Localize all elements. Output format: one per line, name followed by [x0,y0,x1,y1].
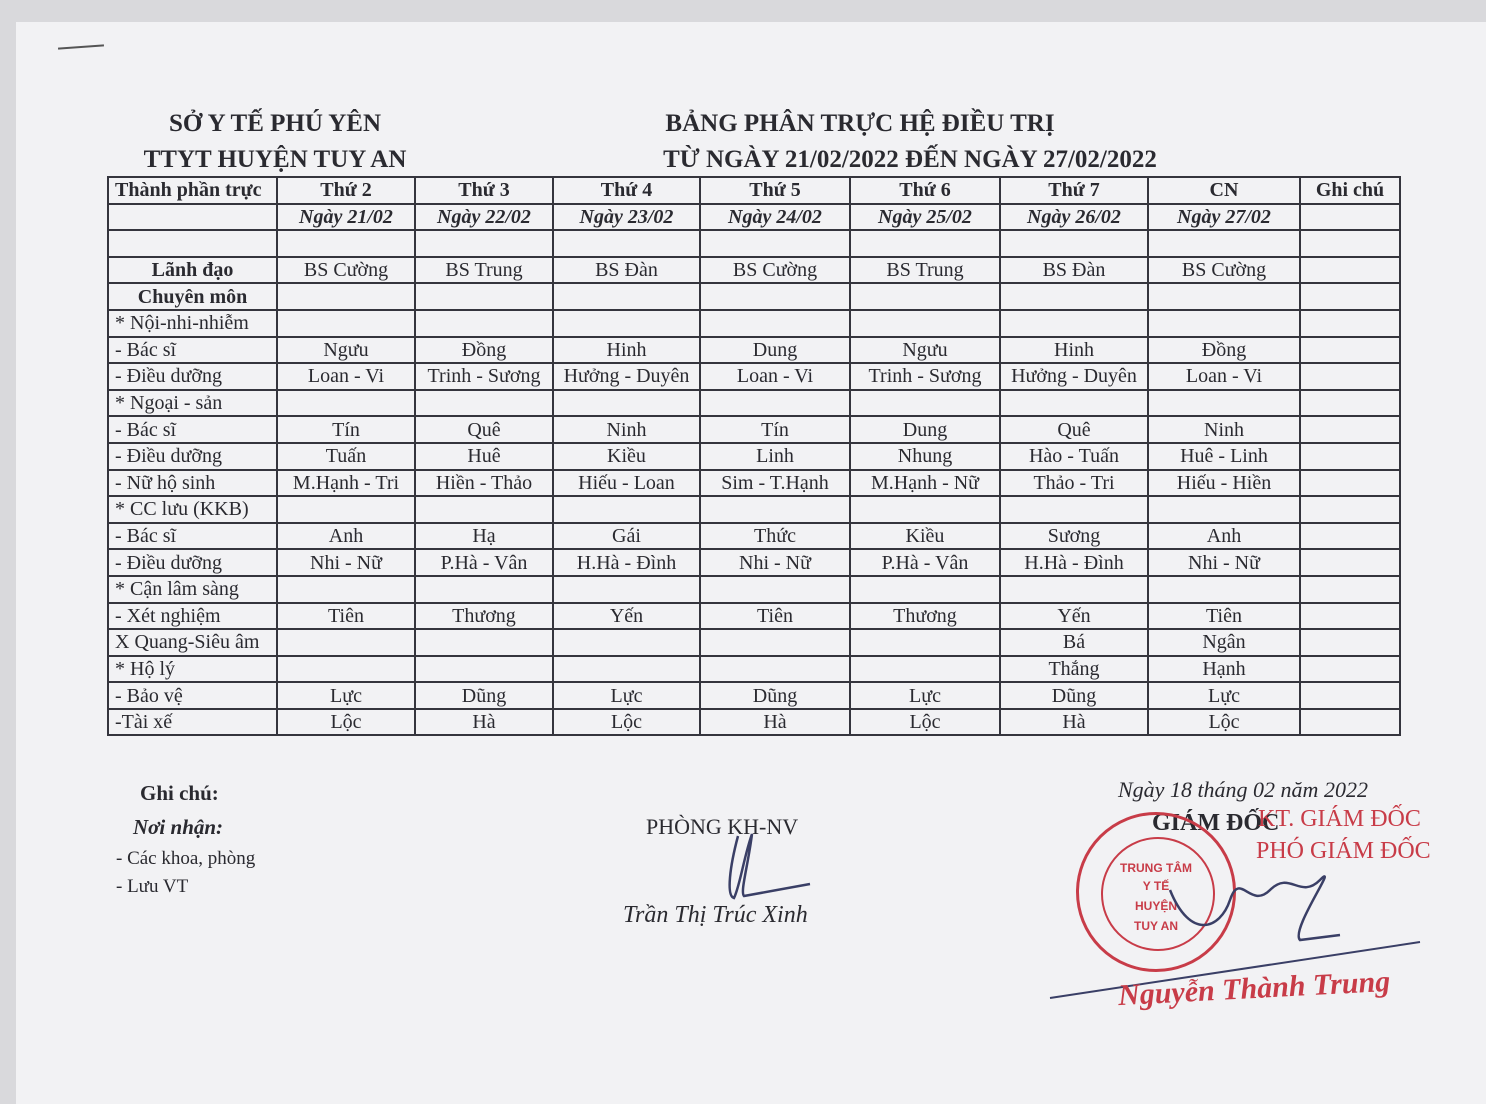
duty-cell [415,629,553,656]
duty-cell: Thức [700,523,850,550]
duty-cell: Huê [415,443,553,470]
duty-cell: Lộc [850,709,1000,736]
org-line2: TTYT HUYỆN TUY AN [143,146,407,173]
duty-cell: Dung [850,416,1000,443]
note-cell [1300,656,1400,683]
duty-cell: Ninh [1148,416,1300,443]
duty-cell: Lực [850,682,1000,709]
duty-cell: Hiếu - Hiền [1148,470,1300,497]
duty-cell: BS Trung [415,257,553,284]
duty-cell: P.Hà - Vân [850,549,1000,576]
table-row [108,230,1400,257]
duty-cell: Hưởng - Duyên [1000,363,1148,390]
duty-cell: Tín [700,416,850,443]
role-label: - Điều dưỡng [108,443,277,470]
table-row [108,283,1400,310]
duty-cell [850,283,1000,310]
recipient-item: - Lưu VT [116,876,189,897]
duty-cell: Hinh [553,337,700,364]
duty-cell: Hà [700,709,850,736]
note-cell [1300,310,1400,337]
note-cell [1300,443,1400,470]
duty-cell [850,310,1000,337]
duty-cell: Ninh [553,416,700,443]
duty-cell: Thảo - Tri [1000,470,1148,497]
duty-cell: Hạnh [1148,656,1300,683]
duty-cell: Hạ [415,523,553,550]
date-header: Ngày 21/02 [277,204,415,231]
note-cell [1300,390,1400,417]
duty-cell: Gái [553,523,700,550]
duty-cell [1148,230,1300,257]
dept-signature [700,826,830,906]
duty-cell [850,496,1000,523]
table-row [108,390,1400,417]
duty-cell [553,390,700,417]
duty-cell: Hào - Tuấn [1000,443,1148,470]
duty-cell [1000,576,1148,603]
note-cell [1300,470,1400,497]
duty-cell [553,496,700,523]
duty-cell: Kiều [850,523,1000,550]
duty-cell [277,629,415,656]
duty-cell [277,310,415,337]
table-row [108,682,1400,709]
duty-cell: Hà [1000,709,1148,736]
table-row [108,496,1400,523]
doc-title: BẢNG PHÂN TRỰC HỆ ĐIỀU TRỊ [665,110,1055,137]
duty-cell [700,230,850,257]
duty-cell [553,629,700,656]
duty-cell: Kiều [553,443,700,470]
table-row [108,363,1400,390]
note-cell [1300,523,1400,550]
date-header-row [108,204,1400,231]
day-header: Thứ 6 [850,177,1000,204]
role-label: Lãnh đạo [108,257,277,284]
duty-cell: Huê - Linh [1148,443,1300,470]
director-name: Nguyễn Thành Trung [1117,964,1391,1013]
date-header: Ngày 26/02 [1000,204,1148,231]
day-header-row [108,177,1400,204]
duty-cell: Anh [1148,523,1300,550]
note-cell [1300,363,1400,390]
duty-cell [553,230,700,257]
duty-cell [1000,496,1148,523]
duty-cell [1000,230,1148,257]
duty-cell: Linh [700,443,850,470]
duty-cell: Lộc [553,709,700,736]
duty-cell: Dũng [1000,682,1148,709]
table-row [108,576,1400,603]
table-row [108,416,1400,443]
duty-cell: Yến [1000,603,1148,630]
role-label: - Nữ hộ sinh [108,470,277,497]
duty-cell: M.Hạnh - Nữ [850,470,1000,497]
org-line1: SỞ Y TẾ PHÚ YÊN [168,110,382,137]
duty-cell [277,230,415,257]
role-label: - Bác sĩ [108,416,277,443]
date-header: Ngày 27/02 [1148,204,1300,231]
duty-cell: Loan - Vi [1148,363,1300,390]
duty-cell [277,576,415,603]
duty-cell [700,496,850,523]
duty-cell [1148,390,1300,417]
duty-cell: BS Đàn [1000,257,1148,284]
duty-cell [415,230,553,257]
duty-cell: Lộc [277,709,415,736]
table-row [108,443,1400,470]
duty-cell: Dũng [415,682,553,709]
date-header: Ngày 25/02 [850,204,1000,231]
table-row [108,709,1400,736]
table-row [108,257,1400,284]
duty-cell: Loan - Vi [700,363,850,390]
duty-cell [1000,283,1148,310]
role-label: - Bảo vệ [108,682,277,709]
duty-cell [415,576,553,603]
duty-cell: Dũng [700,682,850,709]
duty-cell: BS Cường [277,257,415,284]
duty-cell: Hiếu - Loan [553,470,700,497]
duty-cell [1000,310,1148,337]
duty-cell: BS Cường [700,257,850,284]
table-row [108,337,1400,364]
duty-cell [850,629,1000,656]
note-cell [1300,496,1400,523]
day-header: Thứ 4 [553,177,700,204]
role-label: * CC lưu (KKB) [108,496,277,523]
duty-cell: Trinh - Sương [415,363,553,390]
duty-cell: Bá [1000,629,1148,656]
duty-cell: Lực [277,682,415,709]
duty-cell: Trinh - Sương [850,363,1000,390]
table-row [108,549,1400,576]
day-header: Thứ 3 [415,177,553,204]
role-label: - Bác sĩ [108,337,277,364]
duty-cell: Yến [553,603,700,630]
table-row [108,603,1400,630]
kt-line2: PHÓ GIÁM ĐỐC [1256,838,1431,864]
table-row [108,629,1400,656]
role-label: * Hộ lý [108,656,277,683]
note-cell [1300,549,1400,576]
duty-cell [415,656,553,683]
duty-cell [415,496,553,523]
duty-cell: H.Hà - Đình [1000,549,1148,576]
table-row [108,310,1400,337]
table-row [108,523,1400,550]
duty-cell: Đồng [1148,337,1300,364]
note-header: Ghi chú [1300,177,1400,204]
duty-cell: Ngưu [277,337,415,364]
kt-line1: KT. GIÁM ĐỐC [1258,806,1421,832]
duty-cell [277,496,415,523]
duty-cell: Dung [700,337,850,364]
duty-cell [850,230,1000,257]
duty-cell: Hà [415,709,553,736]
duty-cell [700,656,850,683]
duty-cell: Thắng [1000,656,1148,683]
note-cell [1300,337,1400,364]
duty-cell: Anh [277,523,415,550]
duty-cell [850,390,1000,417]
day-header: Thứ 7 [1000,177,1148,204]
duty-cell [700,283,850,310]
duty-table [107,176,1401,736]
stamp-text: Y TẾ [1142,879,1170,893]
role-label: -Tài xế [108,709,277,736]
date-header: Ngày 22/02 [415,204,553,231]
duty-cell: Ngưu [850,337,1000,364]
duty-cell: Quê [415,416,553,443]
day-header: Thứ 2 [277,177,415,204]
duty-cell: Ngân [1148,629,1300,656]
day-header: Thứ 5 [700,177,850,204]
duty-cell: BS Trung [850,257,1000,284]
note-cell [1300,257,1400,284]
note-label: Ghi chú: [140,781,219,805]
recipient-item: - Các khoa, phòng [116,848,256,869]
role-label: X Quang-Siêu âm [108,629,277,656]
duty-cell: Hiền - Thảo [415,470,553,497]
doc-subtitle: TỪ NGÀY 21/02/2022 ĐẾN NGÀY 27/02/2022 [663,146,1157,173]
date-header: Ngày 24/02 [700,204,850,231]
note-cell [1300,283,1400,310]
duty-cell: Loan - Vi [277,363,415,390]
duty-cell: Thương [850,603,1000,630]
duty-cell: Nhi - Nữ [1148,549,1300,576]
duty-cell [1148,496,1300,523]
stamp-text: TUY AN [1133,919,1178,933]
role-label: - Điều dưỡng [108,363,277,390]
stamp-text: TRUNG TÂM [1120,861,1192,875]
duty-cell: Lực [1148,682,1300,709]
role-label: - Điều dưỡng [108,549,277,576]
duty-cell: Đồng [415,337,553,364]
duty-cell: Tuấn [277,443,415,470]
role-label: Chuyên môn [108,283,277,310]
duty-cell [850,576,1000,603]
duty-cell [700,629,850,656]
duty-cell [850,656,1000,683]
day-header: CN [1148,177,1300,204]
note-cell [1300,603,1400,630]
role-label [108,230,277,257]
duty-cell: Tiên [1148,603,1300,630]
note-cell [1300,709,1400,736]
duty-cell [415,390,553,417]
date-line: Ngày 18 tháng 02 năm 2022 [1118,777,1368,802]
table-row [108,656,1400,683]
note-cell [1300,682,1400,709]
duty-cell [277,283,415,310]
note-cell [1300,230,1400,257]
dept-name: PHÒNG KH-NV [646,814,799,839]
duty-cell [553,283,700,310]
empty-cell [108,204,277,231]
duty-cell [277,656,415,683]
duty-cell: Tiên [277,603,415,630]
duty-cell: Nhung [850,443,1000,470]
duty-cell: P.Hà - Vân [415,549,553,576]
duty-cell: Nhi - Nữ [277,549,415,576]
role-label: - Xét nghiệm [108,603,277,630]
duty-cell [1148,283,1300,310]
duty-cell: Sim - T.Hạnh [700,470,850,497]
duty-cell: Thương [415,603,553,630]
duty-cell [553,576,700,603]
duty-cell: H.Hà - Đình [553,549,700,576]
table-row [108,470,1400,497]
note-cell [1300,416,1400,443]
stamp-text: HUYỆN [1134,899,1177,913]
dept-signer-name: Trần Thị Trúc Xinh [623,902,808,928]
duty-cell: BS Đàn [553,257,700,284]
duty-cell: Sương [1000,523,1148,550]
duty-cell [700,390,850,417]
duty-cell [1148,310,1300,337]
duty-cell: Tín [277,416,415,443]
date-header: Ngày 23/02 [553,204,700,231]
note-cell [1300,629,1400,656]
duty-cell: M.Hạnh - Tri [277,470,415,497]
duty-cell [277,390,415,417]
role-label: * Cận lâm sàng [108,576,277,603]
director-title: GIÁM ĐỐC [1152,810,1280,836]
empty-cell [1300,204,1400,231]
duty-cell [415,283,553,310]
duty-cell [415,310,553,337]
role-label: * Nội-nhi-nhiễm [108,310,277,337]
duty-cell [1000,390,1148,417]
duty-cell [700,310,850,337]
duty-cell: Hưởng - Duyên [553,363,700,390]
duty-cell: Tiên [700,603,850,630]
duty-cell [553,310,700,337]
duty-cell [553,656,700,683]
header-cell-role: Thành phần trực [108,177,277,204]
role-label: * Ngoại - sản [108,390,277,417]
duty-cell: BS Cường [1148,257,1300,284]
duty-cell: Lực [553,682,700,709]
duty-cell [1148,576,1300,603]
recipients-label: Nơi nhận: [133,815,224,839]
duty-cell [700,576,850,603]
role-label: - Bác sĩ [108,523,277,550]
duty-cell: Nhi - Nữ [700,549,850,576]
duty-cell: Quê [1000,416,1148,443]
note-cell [1300,576,1400,603]
duty-cell: Hinh [1000,337,1148,364]
duty-cell: Lộc [1148,709,1300,736]
